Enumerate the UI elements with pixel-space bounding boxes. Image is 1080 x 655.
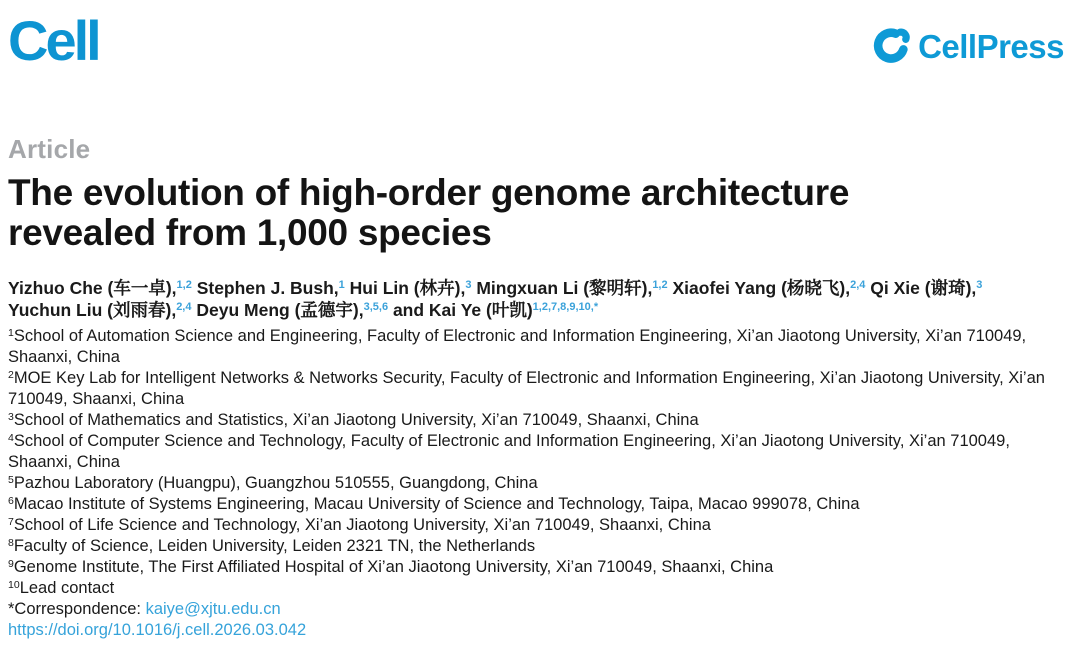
affiliation-item — [8, 410, 1070, 431]
article-type-label: Article — [8, 134, 91, 164]
cell-journal-logo: Cell — [8, 9, 99, 72]
correspondence-email-link[interactable]: kaiye@xjtu.edu.cn — [145, 600, 281, 618]
affiliation-text: School of Computer Science and Technology, Faculty of Electronic and Information Engineering, Xi’an Jiaotong University, Xi’an 710049, Shaanxi, China — [8, 432, 1010, 471]
author-name: Qi Xie (谢琦), — [870, 278, 977, 298]
author-affiliation-sup: 1,2 — [652, 279, 668, 291]
affiliation-item — [8, 368, 1070, 410]
affiliation-item — [8, 536, 1070, 557]
author-affiliation-sup: 2,4 — [176, 301, 192, 313]
affiliation-text: MOE Key Lab for Intelligent Networks & Networks Security, Faculty of Electronic and Information Engineering, Xi’an Jiaotong University, Xi’an 710049, Shaanxi, China — [8, 369, 1045, 408]
author-name: Mingxuan Li (黎明轩), — [476, 278, 653, 298]
affiliation-text: Genome Institute, The First Affiliated Hospital of Xi’an Jiaotong University, Xi’an 710049, Shaanxi, China — [13, 558, 774, 576]
author-line — [8, 277, 1070, 299]
affiliation-text: Lead contact — [19, 579, 115, 597]
affiliation-item — [8, 326, 1070, 368]
affiliation-item — [8, 578, 1070, 599]
author-name: Stephen J. Bush, — [196, 278, 339, 298]
author-affiliation-sup: 2,4 — [850, 279, 866, 291]
author-name: Yuchun Liu (刘雨春), — [8, 300, 177, 320]
affiliation-number-sup: 10 — [8, 579, 20, 591]
affiliation-number-sup: 7 — [8, 516, 14, 528]
author-name: and Kai Ye (叶凯) — [392, 300, 533, 320]
affiliation-number-sup: 4 — [8, 432, 14, 444]
author-affiliation-sup: 3 — [976, 279, 983, 291]
author-name: Yizhuo Che (车一卓), — [8, 278, 177, 298]
page-header — [8, 9, 1070, 72]
article-title: The evolution of high-order genome architecture revealed from 1,000 species — [8, 172, 850, 253]
author-name: Deyu Meng (孟德宇), — [196, 300, 364, 320]
correspondence-label: *Correspondence: — [8, 600, 141, 618]
affiliation-text: Macao Institute of Systems Engineering, Macau University of Science and Technology, Taipa, Macao 999078, China — [13, 495, 860, 513]
author-name: Xiaofei Yang (杨晓飞), — [672, 278, 851, 298]
author-line — [8, 299, 1070, 321]
affiliation-item — [8, 557, 1070, 578]
cellpress-logo-text: CellPress — [918, 28, 1064, 65]
affiliation-number-sup: 9 — [8, 558, 14, 570]
author-list — [8, 277, 1070, 321]
affiliation-number-sup: 3 — [8, 411, 14, 423]
affiliation-text: Pazhou Laboratory (Huangpu), Guangzhou 510555, Guangdong, China — [13, 474, 538, 492]
affiliation-list — [8, 326, 1070, 599]
affiliation-number-sup: 6 — [8, 495, 14, 507]
author-name: Hui Lin (林卉), — [349, 278, 466, 298]
affiliation-item — [8, 515, 1070, 536]
author-affiliation-sup: 3 — [465, 279, 472, 291]
affiliation-number-sup: 1 — [8, 327, 14, 339]
cellpress-swoosh-icon — [869, 26, 911, 68]
affiliation-text: School of Mathematics and Statistics, Xi’an Jiaotong University, Xi’an 710049, Shaanxi, China — [13, 411, 699, 429]
affiliation-item — [8, 431, 1070, 473]
affiliation-text: School of Automation Science and Engineering, Faculty of Electronic and Information Engineering, Xi’an Jiaotong University, Xi’an 710049, Shaanxi, China — [8, 327, 1027, 366]
doi-link[interactable]: https://doi.org/10.1016/j.cell.2026.03.042 — [8, 621, 307, 639]
doi-line — [8, 620, 1070, 641]
author-affiliation-sup: 1 — [338, 279, 345, 291]
affiliation-text: Faculty of Science, Leiden University, Leiden 2321 TN, the Netherlands — [13, 537, 536, 555]
affiliation-number-sup: 5 — [8, 474, 14, 486]
author-affiliation-sup: 3,5,6 — [363, 301, 389, 313]
affiliation-text: School of Life Science and Technology, Xi’an Jiaotong University, Xi’an 710049, Shaanxi, China — [13, 516, 711, 534]
affiliation-item — [8, 473, 1070, 494]
cellpress-logo — [869, 26, 1064, 68]
affiliation-number-sup: 2 — [8, 369, 14, 381]
affiliation-number-sup: 8 — [8, 537, 14, 549]
correspondence-line — [8, 599, 1070, 620]
author-affiliation-sup: 1,2,7,8,9,10,* — [532, 301, 599, 313]
author-affiliation-sup: 1,2 — [176, 279, 192, 291]
affiliation-item — [8, 494, 1070, 515]
